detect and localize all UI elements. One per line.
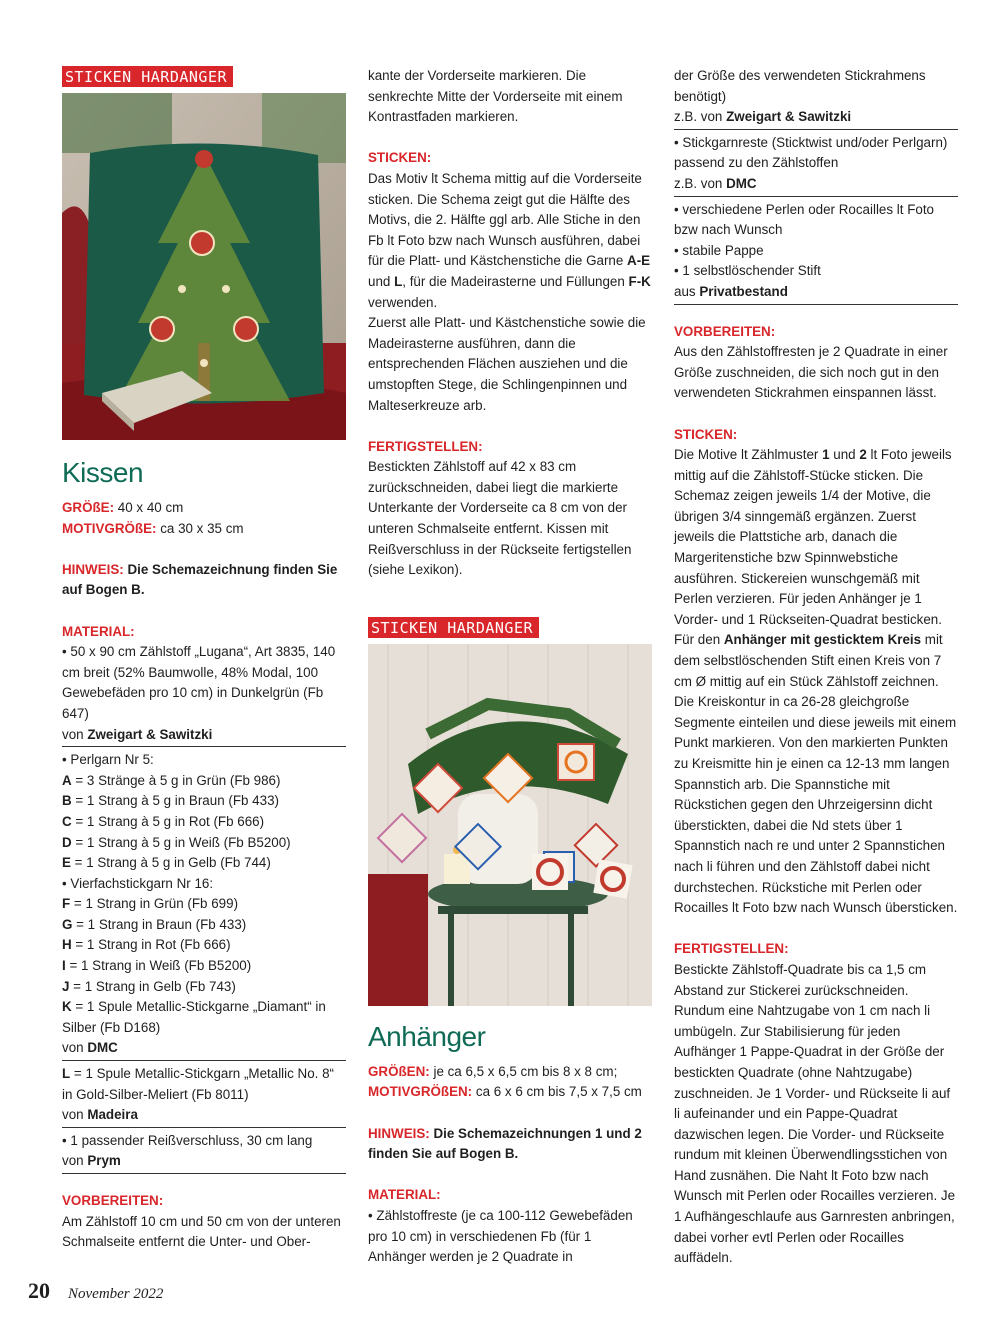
- yarn-h: H = 1 Strang in Rot (Fb 666): [62, 937, 231, 953]
- supplier-line: von Madeira: [62, 1105, 346, 1128]
- finish-text: Bestickten Zählstoff auf 42 x 83 cm zurückschneiden, dabei liegt die markierte Unterkante der Vorderseite ca 8 cm von der unteren Schmalseite entfernt. Kissen mit Reißverschluss in der Rückseite fertigstellen (siehe Lexikon).: [368, 459, 632, 578]
- material-heading: MATERIAL:: [368, 1187, 441, 1203]
- page-number: 20: [28, 1278, 50, 1303]
- material-item: • 1 passender Reißverschluss, 30 cm lang: [62, 1132, 313, 1148]
- yarn-g: G = 1 Strang in Braun (Fb 433): [62, 916, 247, 932]
- size-line: GRÖßE: 40 x 40 cm: [62, 500, 184, 515]
- stitch-text-2: Zuerst alle Platt- und Kästchenstiche sowie die Madeirasterne ausführen, dann die entsprechenden Flächen ausziehen und die umstopften Stege, die Schlingenpinnen und Malteserkreuze arb.: [368, 315, 646, 413]
- stitch-text: Das Motiv lt Schema mittig auf die Vorderseite sticken. Die Schema zeigt gut die Hälfte des Motivs, die 2. Hälfte ggl arb. Alle Stiche in den Fb lt Foto bzw nach Wunsch ausführen, dabei für die Platt- und Kästchenstiche die Garne A-E und L, für die Madeirasterne und Füllungen F-K verwenden.: [368, 170, 651, 310]
- pillow-photo: [62, 93, 346, 440]
- yarn-i: I = 1 Strang in Weiß (Fb B5200): [62, 958, 252, 974]
- material-item: • Vierfachstickgarn Nr 16:: [62, 875, 214, 891]
- yarn-l: L = 1 Spule Metallic-Stickgarn „Metallic No. 8“ in Gold-Silber-Meliert (Fb 8011): [62, 1066, 335, 1102]
- material-item: • verschiedene Perlen oder Rocailles lt Foto bzw nach Wunsch: [674, 201, 934, 238]
- pillow-illustration: [62, 93, 346, 440]
- material-item: • Zählstoffreste (je ca 100-112 Gewebefäden pro 10 cm) in verschiedenen Fb (für 1 Anhänger werden je 2 Quadrate in: [368, 1208, 633, 1265]
- yarn-c: C = 1 Strang à 5 g in Rot (Fb 666): [62, 813, 265, 829]
- section-tag: STICKEN HARDANGER: [368, 617, 539, 638]
- supplier-line: z.B. von Zweigart & Sawitzki: [674, 107, 958, 130]
- finish-heading: FERTIGSTELLEN:: [674, 941, 789, 957]
- yarn-f: F = 1 Strang in Grün (Fb 699): [62, 896, 239, 912]
- section-tag: STICKEN HARDANGER: [62, 66, 233, 87]
- column-right: [674, 66, 958, 1269]
- material-heading: MATERIAL:: [62, 623, 135, 639]
- stitch-heading: STICKEN:: [368, 150, 432, 166]
- yarn-k: K = 1 Spule Metallic-Stickgarne „Diamant“ in Silber (Fb D168): [62, 999, 326, 1035]
- yarn-d: D = 1 Strang à 5 g in Weiß (Fb B5200): [62, 834, 291, 850]
- hint: HINWEIS: Die Schemazeichnung finden Sie auf Bogen B.: [62, 561, 338, 598]
- finish-heading: FERTIGSTELLEN:: [368, 438, 483, 454]
- stitch-text: Die Motive lt Zählmuster 1 und 2 lt Foto jeweils mittig auf die Zählstoff-Stücke sticken. Die Schemaz zeigen jeweils 1/4 der Motive, die übrigen 3/4 sinngemäß ergänzen. Zuerst jeweils die Plattstiche arb, danach die Margeritenstiche bzw Spinnwebstiche ausführen. Stickereien wunschgemäß mit Perlen verzieren. Für jeden Anhänger je 1 Vorder- und 1 Rückseiten-Quadrat besticken.: [674, 447, 952, 627]
- stitch-heading: STICKEN:: [674, 426, 738, 442]
- page-footer: [28, 1278, 163, 1304]
- hint: HINWEIS: Die Schemazeichnungen 1 und 2 finden Sie auf Bogen B.: [368, 1125, 642, 1162]
- article-title: Anhänger: [368, 1020, 486, 1052]
- supplier-line: von DMC: [62, 1038, 346, 1061]
- column-middle: [368, 66, 652, 1268]
- motif-size-line: MOTIVGRÖßEN: ca 6 x 6 cm bis 7,5 x 7,5 cm: [368, 1084, 642, 1100]
- issue-date: November 2022: [68, 1286, 164, 1302]
- finish-text: Bestickte Zählstoff-Quadrate bis ca 1,5 cm Abstand zur Stickerei zurückschneiden. Rundum eine Nahtzugabe von 1 cm nach li umbügeln. Zur Stabilisierung für jeden Aufhänger 1 Pappe-Quadrat in der Größe der bestickten Quadrate (ohne Nahtzugabe) zuschneiden. Je 1 Vorder- und Rückseite li auf li aufeinander und ein Pappe-Quadrat dazwischen legen. Die Vorder- und Rückseite rundum mit kleinen Überwendlingsstichen von Hand zusnähen. Die Naht lt Foto bzw nach Wunsch mit Perlen oder Rocailles verzieren. Je 1 Aufhängeschlaufe aus Garnresten anbringen, dabei vorher evtl Perlen oder Rocailles auffädeln.: [674, 961, 956, 1266]
- material-item: • 50 x 90 cm Zählstoff „Lugana“, Art 3835, 140 cm breit (52% Baumwolle, 48% Modal, 100 Gewebefäden pro 10 cm) in Dunkelgrün (Fb 647): [62, 644, 336, 721]
- material-item: • Stickgarnreste (Sticktwist und/oder Perlgarn) passend zu den Zählstoffen: [674, 134, 948, 171]
- material-item: • 1 selbstlöschender Stift: [674, 263, 821, 279]
- continued-text: der Größe des verwendeten Stickrahmens benötigt): [674, 68, 926, 104]
- supplier-line: aus Privatbestand: [674, 282, 958, 305]
- supplier-line: von Prym: [62, 1151, 346, 1174]
- supplier-line: z.B. von DMC: [674, 174, 958, 197]
- prepare-text: Am Zählstoff 10 cm und 50 cm von der unteren Schmalseite entfernt die Unter- und Ober-: [62, 1213, 341, 1250]
- motif-size-line: MOTIVGRÖßE: ca 30 x 35 cm: [62, 520, 244, 536]
- size-line: GRÖßEN: je ca 6,5 x 6,5 cm bis 8 x 8 cm;: [368, 1063, 618, 1079]
- circle-instructions: Für den Anhänger mit gesticktem Kreis mit dem selbstlöschenden Stift einen Kreis von 7 cm Ø mittig auf ein Stück Zählstoff zeichnen. Die Kreiskontur in ca 26-28 gleichgroße Segmente einteilen und diese jeweils mit einem Punkt markieren. Von den markierten Punkten zu Kreismitte hin je einen ca 12-13 mm langen Spannstich arb. Die Spannstiche mit Rückstichen gegen den Uhrzeigersinn dicht überstickten, dabei die Nd stets über 1 Spannstich nach re und unter 2 Spannstichen nach li führen und den Zählstoff dabei nicht durchstechen. Rückstiche mit Perlen oder Rocailles lt Foto bzw nach Wunsch übersticken.: [674, 632, 958, 916]
- article-title: Kissen: [62, 457, 144, 488]
- prepare-heading: VORBEREITEN:: [62, 1193, 164, 1208]
- column-left: [62, 66, 346, 1253]
- ornaments-illustration: [368, 644, 652, 1006]
- yarn-b: B = 1 Strang à 5 g in Braun (Fb 433): [62, 793, 279, 809]
- yarn-j: J = 1 Strang in Gelb (Fb 743): [62, 978, 236, 994]
- continued-text: kante der Vorderseite markieren. Die senkrechte Mitte der Vorderseite mit einem Kontrastfaden markieren.: [368, 68, 623, 125]
- prepare-heading: VORBEREITEN:: [674, 323, 776, 339]
- supplier-line: von Zweigart & Sawitzki: [62, 725, 346, 748]
- yarn-e: E = 1 Strang à 5 g in Gelb (Fb 744): [62, 855, 271, 871]
- prepare-text: Aus den Zählstoffresten je 2 Quadrate in einer Größe zuschneiden, die sich noch gut in den verwendeten Stickrahmen einspannen lässt.: [674, 344, 948, 401]
- material-item: • stabile Pappe: [674, 242, 764, 258]
- yarn-a: A = 3 Stränge à 5 g in Grün (Fb 986): [62, 772, 281, 788]
- material-item: • Perlgarn Nr 5:: [62, 752, 154, 768]
- ornaments-photo: [368, 644, 652, 1006]
